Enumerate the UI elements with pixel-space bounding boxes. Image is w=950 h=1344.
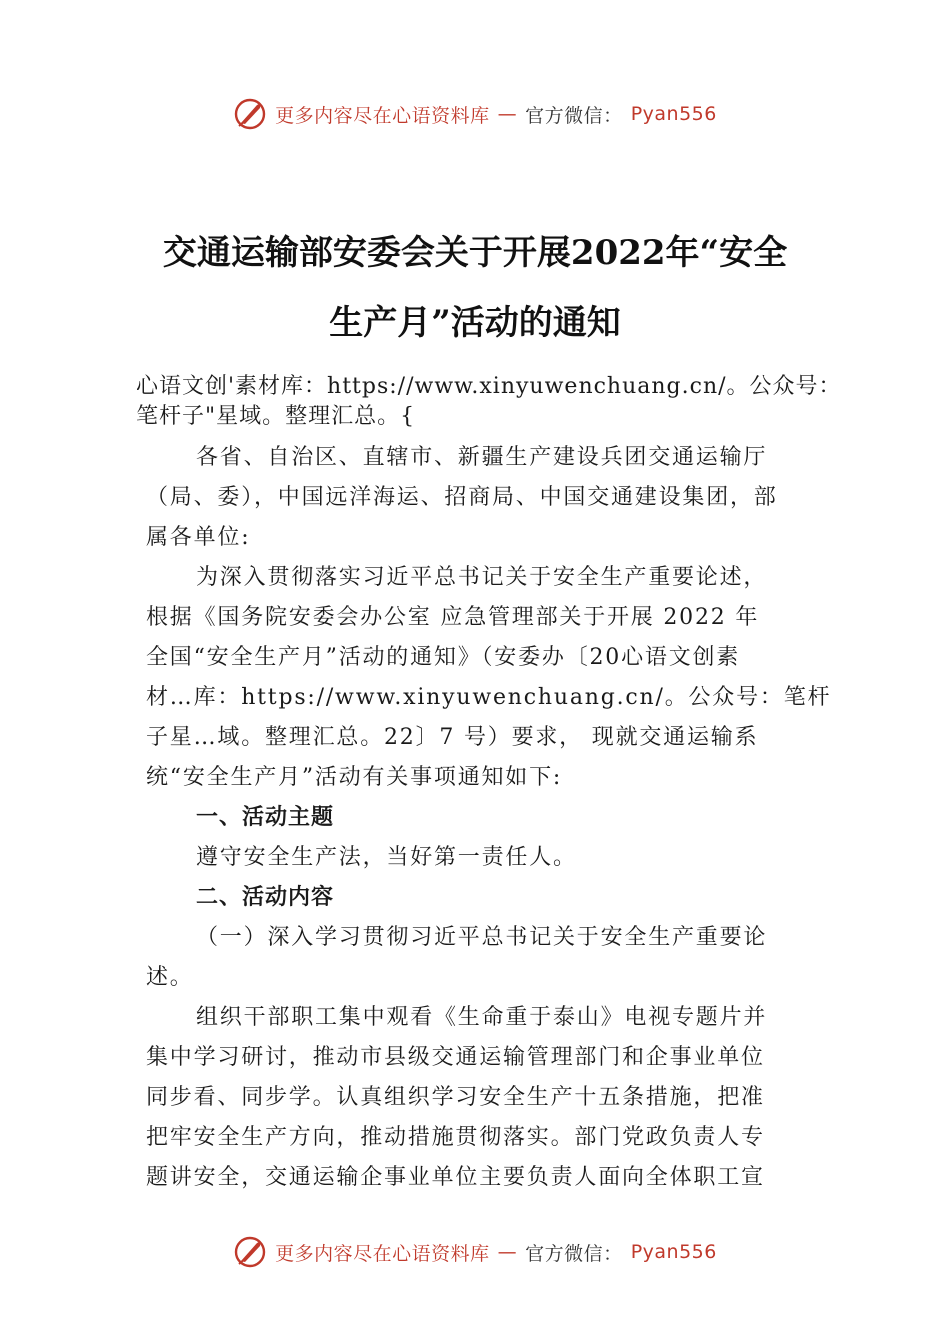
- quill-logo-icon: [233, 1235, 267, 1269]
- paragraph-line: 同步看、同步学。认真组织学习安全生产十五条措施，把准: [146, 1085, 765, 1110]
- source-line: 笔杆子"星域。整理汇总。{: [136, 404, 416, 429]
- paragraph-line: 把牢安全生产方向，推动措施贯彻落实。部门党政负责人专: [146, 1125, 765, 1150]
- banner-wechat-label: 官方微信：: [525, 104, 623, 127]
- paragraph-line: 组织干部职工集中观看《生命重于泰山》电视专题片并: [196, 1005, 768, 1030]
- document-title-line-2: 生产月”活动的通知: [329, 303, 621, 343]
- addressee-line: 属各单位:: [146, 525, 251, 550]
- document-body: [0, 372, 950, 1198]
- subsection-line: （一）深入学习贯彻习近平总书记关于安全生产重要论: [196, 925, 768, 950]
- banner-wechat-id: Pyan556: [630, 1241, 717, 1263]
- banner-wechat-label: 官方微信：: [525, 1242, 623, 1265]
- section-heading-theme: 一、活动主题: [196, 805, 335, 830]
- subsection-line: 述。: [146, 965, 194, 990]
- banner-brand-text: 更多内容尽在心语资料库: [275, 1242, 490, 1265]
- quill-logo-icon: [233, 97, 267, 131]
- source-line: 心语文创'素材库：https://www.xinyuwenchuang.cn/。公众号：: [136, 374, 842, 399]
- document-title: [0, 218, 950, 358]
- intro-line: 根据《国务院安委会办公室 应急管理部关于开展 2022 年: [146, 605, 760, 630]
- section-theme-text: 遵守安全生产法，当好第一责任人。: [196, 845, 577, 870]
- document-title-line-1: 交通运输部安委会关于开展2022年“安全: [162, 233, 788, 273]
- intro-line: 全国“安全生产月”活动的通知》（安委办〔20心语文创素: [146, 645, 741, 670]
- addressee-line: 各省、自治区、直辖市、新疆生产建设兵团交通运输厅: [196, 445, 768, 470]
- paragraph-line: 题讲安全，交通运输企事业单位主要负责人面向全体职工宣: [146, 1165, 765, 1190]
- intro-line: 统“安全生产月”活动有关事项通知如下:: [146, 765, 563, 790]
- addressee-line: （局、委），中国远洋海运、招商局、中国交通建设集团，部: [146, 485, 778, 510]
- watermark-banner-bottom: [0, 1232, 950, 1272]
- intro-line: 子星…域。整理汇总。22〕7 号）要求， 现就交通运输系: [146, 725, 759, 750]
- banner-dash: —: [497, 1241, 518, 1263]
- banner-dash: —: [497, 103, 518, 125]
- intro-line: 材…库：https://www.xinyuwenchuang.cn/。公众号：笔杆: [146, 685, 832, 710]
- banner-brand-text: 更多内容尽在心语资料库: [275, 104, 490, 127]
- paragraph-line: 集中学习研讨，推动市县级交通运输管理部门和企事业单位: [146, 1045, 765, 1070]
- section-heading-content: 二、活动内容: [196, 885, 335, 910]
- intro-line: 为深入贯彻落实习近平总书记关于安全生产重要论述，: [196, 565, 768, 590]
- watermark-banner-top: [0, 94, 950, 134]
- banner-wechat-id: Pyan556: [630, 103, 717, 125]
